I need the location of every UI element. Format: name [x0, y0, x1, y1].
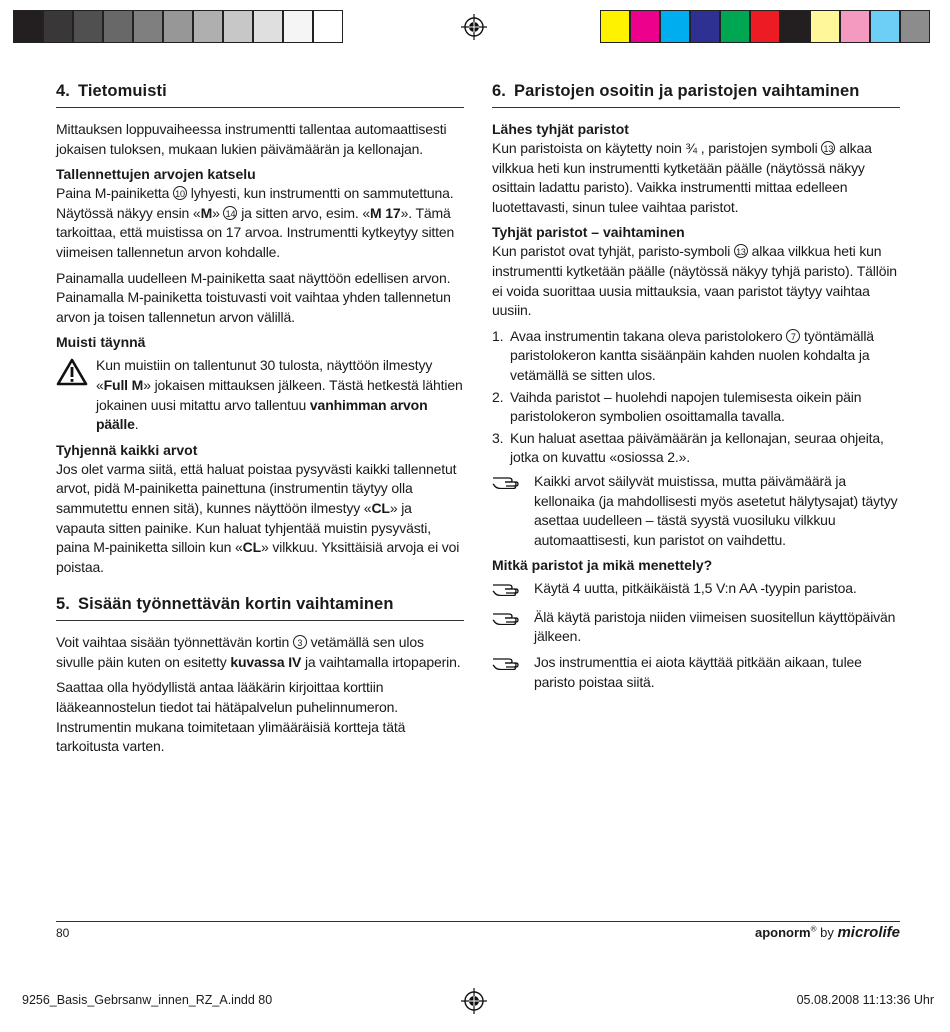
- hint-text: Jos instrumenttia ei aiota käyttää pitkään aikaan, tulee paristo poistaa siitä.: [534, 654, 862, 690]
- pointing-hand-icon: [492, 472, 534, 495]
- section-heading: [56, 82, 464, 108]
- section-number: 5.: [56, 595, 70, 614]
- section-paristot: [492, 82, 900, 692]
- hint-note: [492, 608, 900, 647]
- color-swatch: [750, 10, 780, 43]
- color-calibration-bar: [600, 10, 930, 43]
- color-swatch: [810, 10, 840, 43]
- view-paragraph-2: Painamalla uudelleen M-painiketta saat näyttöön edellisen arvon. Painamalla M-painiketta toistuvasti voit vaihtaa yhden tallennetun arvon ja toisen tallennetun arvon välillä.: [56, 269, 451, 325]
- subheading-view: Tallennettujen arvojen katselu: [56, 166, 256, 183]
- subheading-low: Lähes tyhjät paristot: [492, 121, 629, 137]
- low-paragraph: Kun paristoista on käytetty noin ¾ , paristojen symboli 13 alkaa vilkkua heti kun instrumentti kytketään päälle (näytössä näkyy osittain ladattu paristo). Vaikka instrumentti mittaa edelleen luotettavasti, sinun tulee vaihtaa paristot.: [492, 140, 872, 215]
- color-swatch: [193, 10, 223, 43]
- footer-divider: [56, 921, 900, 922]
- section-number: 4.: [56, 82, 70, 100]
- color-swatch: [660, 10, 690, 43]
- print-slug-timestamp: 05.08.2008 11:13:36 Uhr: [796, 993, 934, 1007]
- section-heading: [492, 82, 900, 108]
- section-kortin-vaihtaminen: [56, 595, 464, 757]
- color-swatch: [313, 10, 343, 43]
- color-swatch: [630, 10, 660, 43]
- hint-note: [492, 472, 900, 550]
- section-number: 6.: [492, 82, 506, 100]
- section-title: Tietomuisti: [77, 82, 167, 100]
- hint-text: Älä käytä paristoja niiden viimeisen suositellun käyttöpäivän jälkeen.: [534, 608, 896, 645]
- subheading-which: Mitkä paristot ja mikä menettely?: [492, 557, 713, 574]
- color-swatch: [43, 10, 73, 43]
- pointing-hand-icon: [492, 579, 534, 602]
- subheading-full: Muisti täynnä: [56, 334, 146, 351]
- steps-list: [492, 327, 900, 468]
- color-swatch: [840, 10, 870, 43]
- section-title: Sisään työnnettävän kortin vaihtaminen: [77, 595, 394, 614]
- color-swatch: [103, 10, 133, 43]
- hint-text: Käytä 4 uutta, pitkäikäistä 1,5 V:n AA -tyypin paristoa.: [534, 580, 857, 597]
- color-swatch: [253, 10, 283, 43]
- color-swatch: [163, 10, 193, 43]
- hint-text: Kaikki arvot säilyvät muistissa, mutta päivämäärä ja kellonaika (ja mahdollisesti myös asetetut hälytysajat) täytyy asettaa uudelleen – tästä syystä vuosiluku vilkkuu automaattisesti, kun paristot on vaihdettu.: [534, 472, 898, 548]
- callout-ref: 7: [786, 329, 800, 343]
- color-swatch: [223, 10, 253, 43]
- list-item: 1. Avaa instrumentin takana oleva paristolokero 7 työntämällä paristolokeron kantta sisäänpäin kahden nuolen kohdalta ja vetämällä se sitten ulos.: [492, 327, 874, 383]
- view-paragraph: Paina M-painiketta 10 lyhyesti, kun instrumentti on sammutettuna. Näytössä näkyy ensin «M» 14 ja sitten arvo, esim. «M 17». Tämä tarkoittaa, että muistissa on 17 arvoa. Instrumentti kytkeytyy sitten viimeisen tallennetun arvon kohdalle.: [56, 185, 455, 260]
- subheading-clear: Tyhjennä kaikki arvot: [56, 441, 198, 458]
- color-swatch: [600, 10, 630, 43]
- hint-note: [492, 579, 900, 602]
- crosshair-target-icon: [461, 14, 487, 40]
- card-paragraph-2: Saattaa olla hyödyllistä antaa lääkärin kirjoittaa korttiin lääkeannostelun tiedot tai hätäpalvelun puhelinnumeron. Instrumentin mukana toimitetaan ylimääräisiä kortteja tätä tarkoitusta varten.: [56, 679, 406, 755]
- page-number: 80: [56, 926, 70, 940]
- print-slug-filename: 9256_Basis_Gebrsanw_innen_RZ_A.indd 80: [22, 993, 273, 1007]
- color-swatch: [780, 10, 810, 43]
- callout-ref: 3: [293, 635, 307, 649]
- warning-triangle-icon: [56, 356, 96, 391]
- callout-ref: 14: [223, 206, 237, 220]
- list-item: 2. Vaihda paristot – huolehdi napojen tulemisesta oikein päin paristolokeron symbolien osoittamalla tavalla.: [492, 388, 862, 425]
- color-swatch: [283, 10, 313, 43]
- subheading-empty: Tyhjät paristot – vaihtaminen: [492, 224, 685, 241]
- callout-ref: 10: [173, 186, 187, 200]
- clear-paragraph: Jos olet varma siitä, että haluat poistaa pysyvästi kaikki tallennetut arvot, pidä M-painiketta painettuna (instrumentin täytyy olla sammutettu ennen sitä), kunnes näyttöön ilmestyy «CL» ja vapauta sitten painike. Kun haluat tyhjentää muistin pysyvästi, paina M-painiketta silloin kun «CL» vilkkuu. Yksittäisiä arvoja ei voi poistaa.: [56, 460, 460, 575]
- right-column: [492, 82, 900, 710]
- color-swatch: [133, 10, 163, 43]
- intro-paragraph: Mittauksen loppuvaiheessa instrumentti tallentaa automaattisesti jokaisen tuloksen, mukaan lukien päivämäärän ja kellonajan.: [56, 121, 447, 157]
- crosshair-target-icon: [461, 988, 487, 1014]
- callout-ref: 13: [734, 244, 748, 258]
- color-swatch: [720, 10, 750, 43]
- brand-logo: aponorm® by microlife: [754, 924, 900, 941]
- color-swatch: [73, 10, 103, 43]
- warning-text: Kun muistiin on tallentunut 30 tulosta, näyttöön ilmestyy «Full M» jokaisen mittauksen jälkeen. Tästä hetkestä lähtien jokainen uusi mitattu arvo tallentuu vanhimman arvon päälle.: [96, 357, 463, 433]
- gray-calibration-bar: [13, 10, 343, 43]
- section-tietomuisti: [56, 82, 464, 577]
- section-title: Paristojen osoitin ja paristojen vaihtaminen: [513, 82, 860, 100]
- color-swatch: [870, 10, 900, 43]
- callout-ref: 13: [821, 141, 835, 155]
- pointing-hand-icon: [492, 653, 534, 676]
- list-item: 3. Kun haluat asettaa päivämäärän ja kellonajan, seuraa ohjeita, jotka on kuvattu «osiossa 2.».: [492, 429, 884, 466]
- empty-paragraph: Kun paristot ovat tyhjät, paristo-symboli 13 alkaa vilkkua heti kun instrumentti kytketään päälle (näytössä näkyy tyhjä paristo). Tällöin ei voida suorittaa uusia mittauksia, vaan paristot täytyy vaihtaa uusiin.: [492, 243, 897, 319]
- color-swatch: [13, 10, 43, 43]
- hint-note: [492, 653, 900, 692]
- color-swatch: [690, 10, 720, 43]
- card-paragraph: Voit vaihtaa sisään työnnettävän kortin 3 vetämällä sen ulos sivulle päin kuten on esitetty kuvassa IV ja vaihtamalla irtopaperin.: [56, 634, 461, 670]
- left-column: [56, 82, 464, 775]
- color-swatch: [900, 10, 930, 43]
- warning-note: [56, 356, 464, 434]
- section-heading: [56, 595, 464, 621]
- pointing-hand-icon: [492, 608, 534, 631]
